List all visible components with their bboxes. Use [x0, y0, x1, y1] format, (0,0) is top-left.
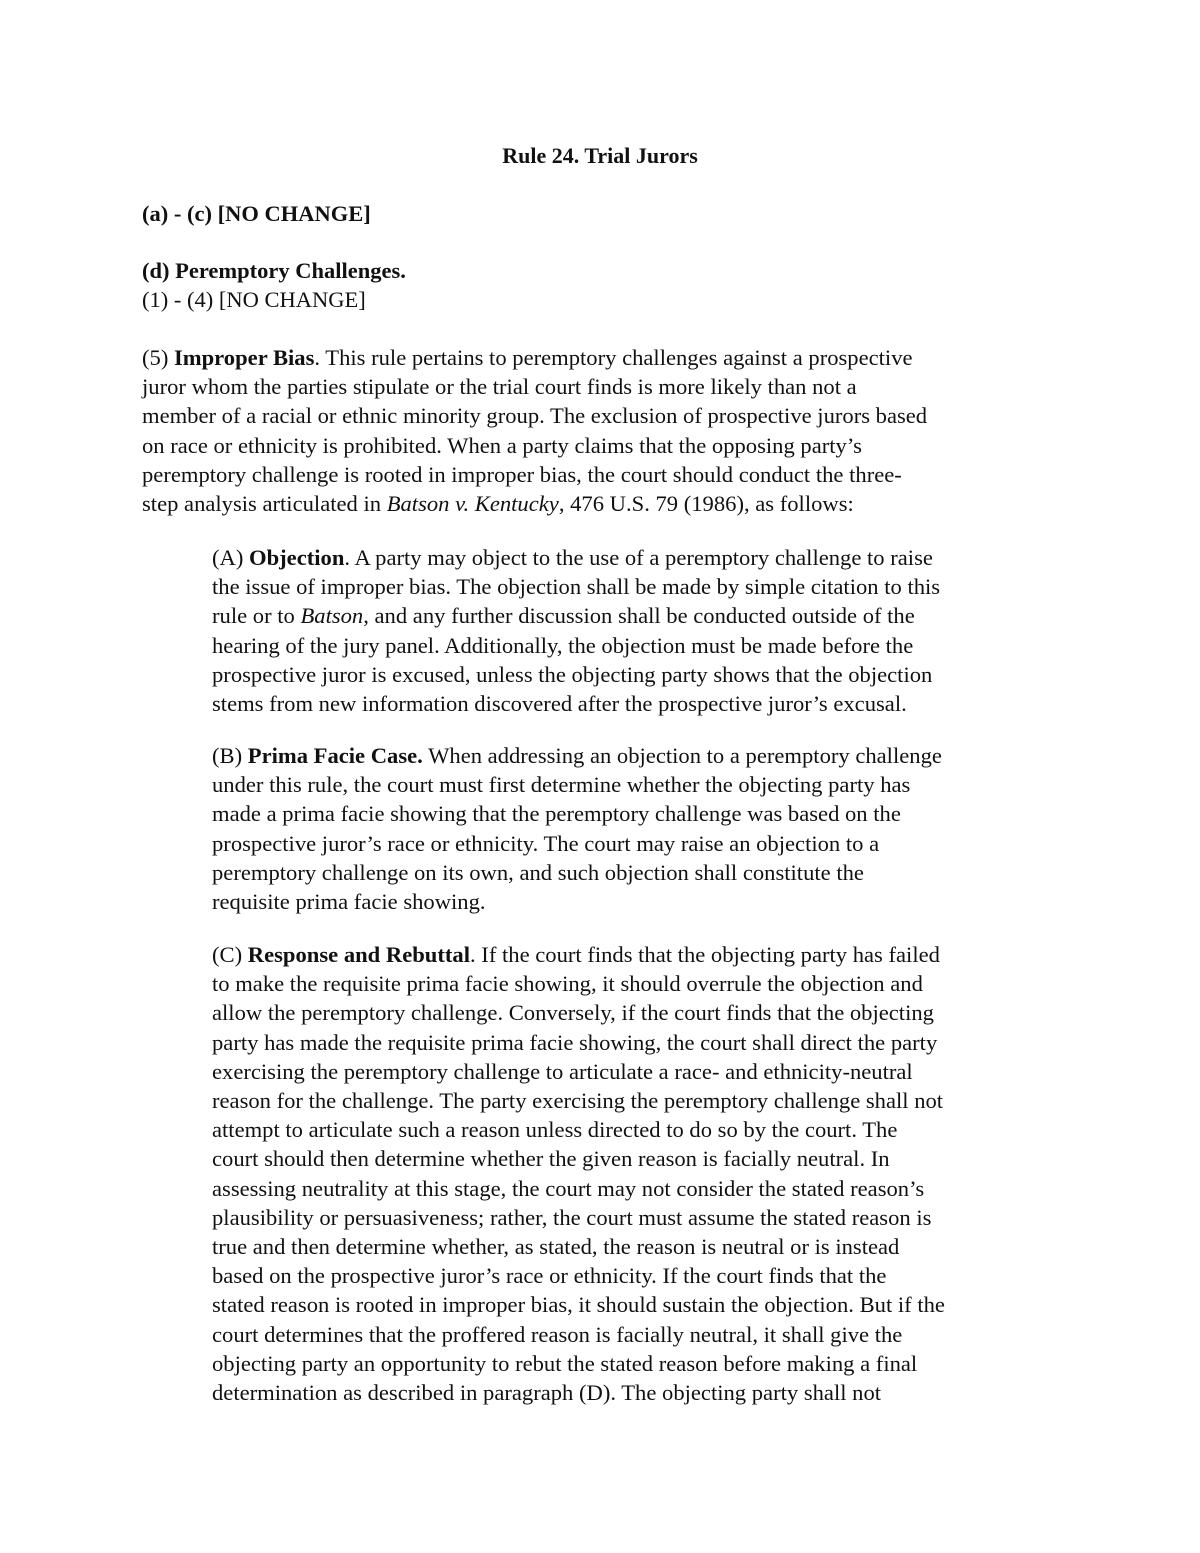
paragraph-line: peremptory challenge on its own, and such objection shall constitute the — [212, 859, 864, 885]
paragraph-line: stems from new information discovered after the prospective juror’s excusal. — [212, 691, 907, 717]
paragraph-text: , 476 U.S. 79 (1986), as follows: — [558, 491, 854, 517]
paragraph-line: exercising the peremptory challenge to articulate a race- and ethnicity-neutral — [212, 1058, 913, 1084]
paragraph-heading: Response and Rebuttal — [247, 942, 470, 967]
paragraph-line: juror whom the parties stipulate or the trial court finds is more likely than not a — [142, 374, 857, 400]
paragraph-line — [142, 343, 927, 372]
paragraph-line: made a prima facie showing that the peremptory challenge was based on the — [212, 801, 901, 827]
paragraph-line: stated reason is rooted in improper bias, it should sustain the objection. But if the — [212, 1292, 945, 1318]
paragraph-line: based on the prospective juror’s race or ethnicity. If the court finds that the — [212, 1263, 887, 1289]
paragraph-line: reason for the challenge. The party exercising the peremptory challenge shall not — [212, 1088, 944, 1114]
paragraph-text: . If the court finds that the objecting party has failed — [470, 942, 940, 967]
paragraph-line — [212, 601, 940, 630]
case-citation: Batson v. Kentucky — [386, 491, 559, 517]
paragraph-line — [212, 940, 945, 969]
paragraph-line: court should then determine whether the given reason is facially neutral. In — [212, 1146, 890, 1172]
paragraph-text: . A party may object to the use of a peremptory challenge to raise — [344, 545, 933, 570]
paragraph-number: (B) — [212, 743, 248, 768]
paragraph-number: (5) — [142, 345, 174, 370]
paragraph-b-prima-facie-case — [212, 741, 942, 916]
paragraph-line: assessing neutrality at this stage, the court may not consider the stated reason’s — [212, 1175, 925, 1201]
paragraph-line: prospective juror is excused, unless the objecting party shows that the objection — [212, 661, 933, 687]
paragraph-text: , and any further discussion shall be conducted outside of the — [363, 603, 915, 629]
paragraph-number: (A) — [212, 545, 250, 570]
paragraph-number: (C) — [212, 942, 248, 967]
paragraph-line: requisite prima facie showing. — [212, 889, 486, 915]
paragraph-line: member of a racial or ethnic minority group. The exclusion of prospective jurors based — [142, 403, 928, 429]
paragraph-line: court determines that the proffered reason is facially neutral, it shall give the — [212, 1321, 903, 1347]
paragraph-5-improper-bias — [142, 343, 927, 518]
paragraph-line: determination as described in paragraph (D). The objecting party shall not — [212, 1380, 882, 1406]
paragraph-a-objection — [212, 543, 940, 718]
paragraph-line: party has made the requisite prima facie showing, the court shall direct the party — [212, 1029, 938, 1055]
no-change-a-c: (a) - (c) [NO CHANGE] — [142, 201, 371, 226]
paragraph-line: under this rule, the court must first determine whether the objecting party has — [212, 772, 911, 798]
paragraph-text: . This rule pertains to peremptory challenges against a prospective — [314, 345, 913, 370]
paragraph-heading: Objection — [249, 545, 345, 570]
rule-title: Rule 24. Trial Jurors — [502, 143, 698, 168]
paragraph-text: When addressing an objection to a peremptory challenge — [422, 743, 942, 768]
paragraph-line: hearing of the jury panel. Additionally, the objection must be made before the — [212, 632, 914, 658]
paragraph-line: objecting party an opportunity to rebut the stated reason before making a final — [212, 1350, 918, 1376]
section-d-heading: (d) Peremptory Challenges. — [142, 258, 406, 283]
paragraph-line: plausibility or persuasiveness; rather, the court must assume the stated reason is — [212, 1204, 932, 1230]
paragraph-line: true and then determine whether, as stated, the reason is neutral or is instead — [212, 1234, 900, 1260]
case-citation: Batson — [300, 603, 364, 629]
paragraph-line: peremptory challenge is rooted in improper bias, the court should conduct the three- — [142, 461, 902, 487]
paragraph-heading: Prima Facie Case. — [247, 743, 423, 768]
no-change-1-4: (1) - (4) [NO CHANGE] — [142, 287, 366, 312]
paragraph-text: step analysis articulated in — [142, 491, 387, 517]
paragraph-text: rule or to — [212, 603, 301, 629]
paragraph-line — [212, 741, 942, 770]
paragraph-heading: Improper Bias — [174, 345, 315, 370]
paragraph-line — [212, 543, 940, 572]
paragraph-line: on race or ethnicity is prohibited. When a party claims that the opposing party’s — [142, 432, 862, 458]
paragraph-line: the issue of improper bias. The objection shall be made by simple citation to this — [212, 574, 941, 600]
paragraph-line — [142, 489, 927, 518]
paragraph-c-response-and-rebuttal — [212, 940, 945, 1407]
paragraph-line: to make the requisite prima facie showing, it should overrule the objection and — [212, 971, 923, 997]
paragraph-line: allow the peremptory challenge. Conversely, if the court finds that the objecting — [212, 1000, 934, 1026]
paragraph-line: prospective juror’s race or ethnicity. The court may raise an objection to a — [212, 830, 880, 856]
paragraph-line: attempt to articulate such a reason unless directed to do so by the court. The — [212, 1117, 898, 1143]
